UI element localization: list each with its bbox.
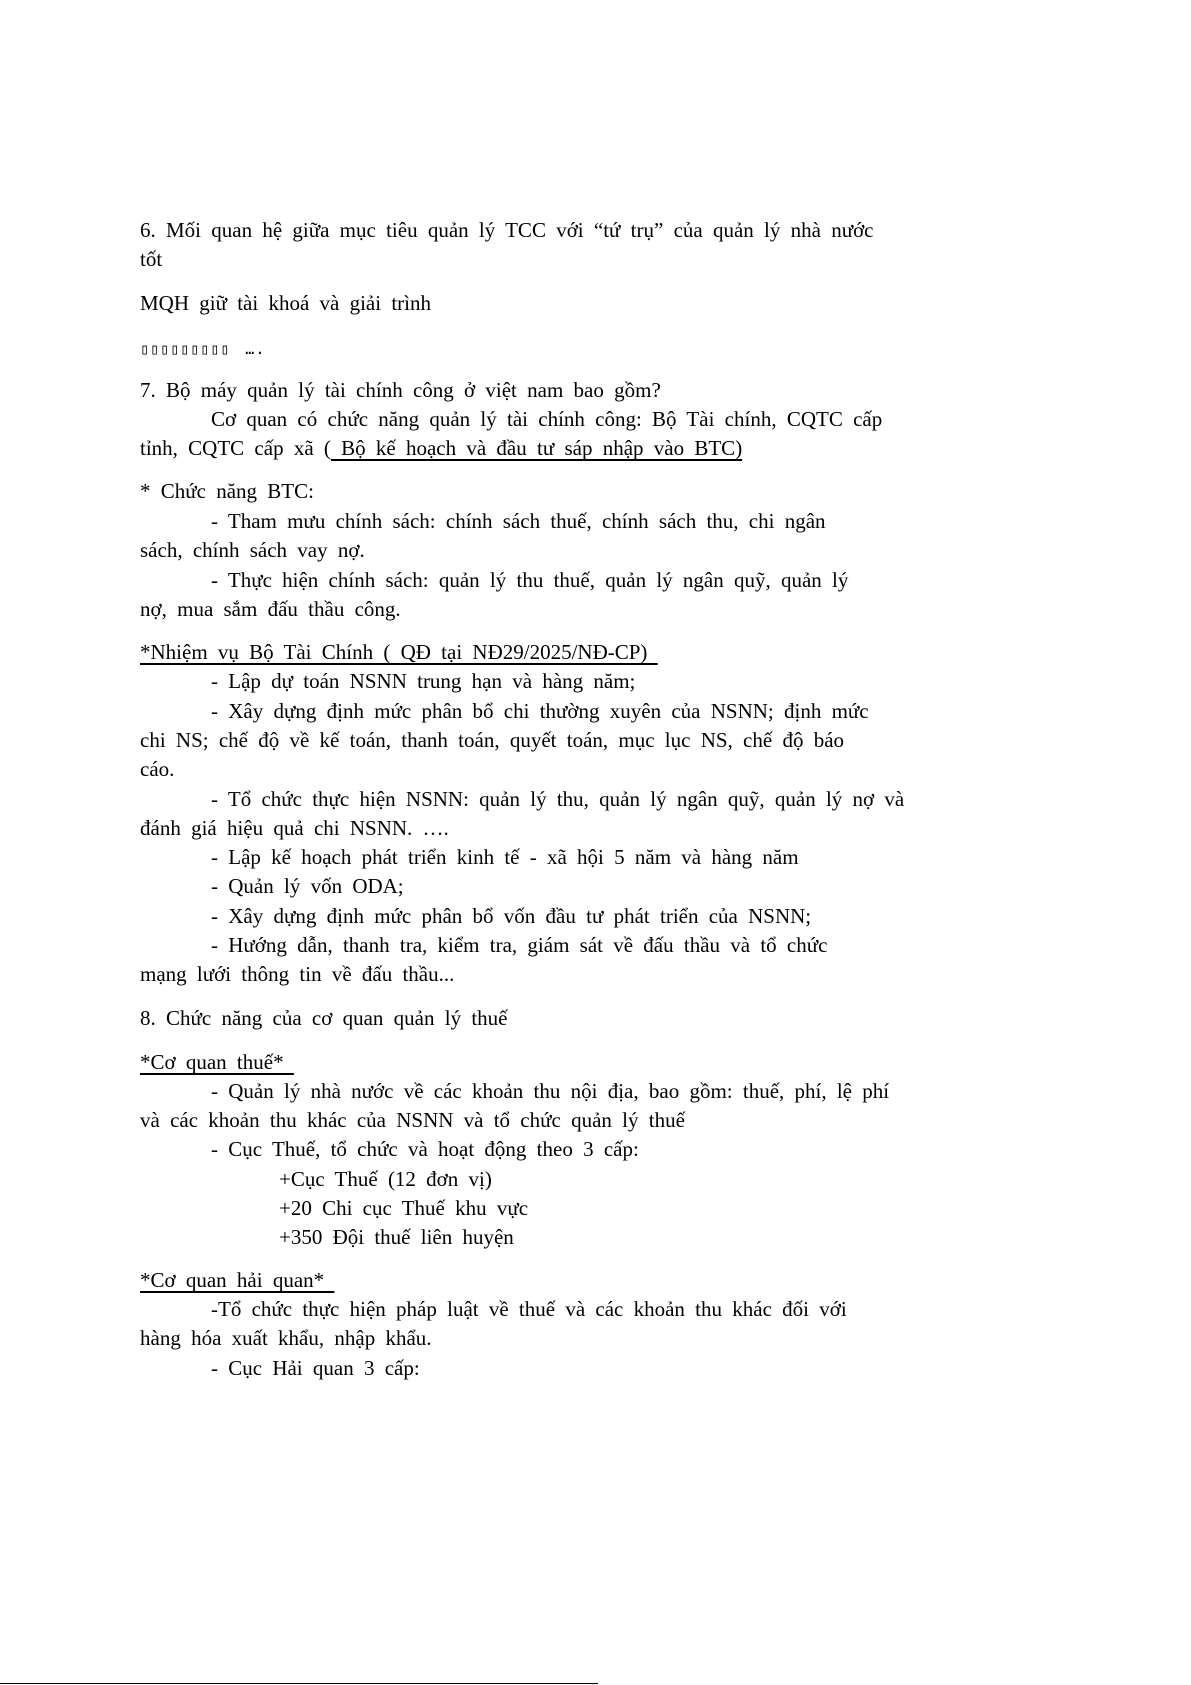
footnote-separator-line <box>0 1683 598 1684</box>
list-item: - Quản lý vốn ODA; <box>211 874 404 898</box>
underlined-note: Bộ kế hoạch và đầu tư sáp nhập vào BTC) <box>330 436 743 460</box>
list-item: - Xây dựng định mức phân bổ vốn đầu tư phát triển của NSNN; <box>211 904 812 928</box>
paragraph-line: tỉnh, CQTC cấp xã ( Bộ kế hoạch và đầu tư sáp nhập vào BTC) <box>140 436 743 460</box>
list-item: - Tham mưu chính sách: chính sách thuế, chính sách thu, chi ngân <box>211 509 826 533</box>
section-heading-customs-authority: *Cơ quan hải quan* <box>140 1268 335 1292</box>
sub-list-item: +Cục Thuế (12 đơn vị) <box>279 1167 492 1191</box>
paragraph-line: sách, chính sách vay nợ. <box>140 538 365 562</box>
list-item: - Tổ chức thực hiện NSNN: quản lý thu, quản lý ngân quỹ, quản lý nợ và <box>211 787 905 811</box>
list-item: - Lập kế hoạch phát triển kinh tế - xã hội 5 năm và hàng năm <box>211 845 799 869</box>
paragraph-line: mạng lưới thông tin về đấu thầu... <box>140 962 455 986</box>
section-heading-tax-authority: *Cơ quan thuế* <box>140 1050 294 1074</box>
paragraph-line: cáo. <box>140 757 175 781</box>
heading-question-7: 7. Bộ máy quản lý tài chính công ở việt nam bao gồm? <box>140 378 661 402</box>
sub-list-item: +350 Đội thuế liên huyện <box>279 1225 514 1249</box>
list-item: - Hướng dẫn, thanh tra, kiểm tra, giám sát về đấu thầu và tổ chức <box>211 933 828 957</box>
paragraph-line: MQH giữ tài khoá và giải trình <box>140 291 432 315</box>
heading-question-6: 6. Mối quan hệ giữa mục tiêu quản lý TCC với “tứ trụ” của quản lý nhà nước <box>140 218 874 242</box>
section-heading-btc-functions: * Chức năng BTC: <box>140 479 314 503</box>
heading-question-8: 8. Chức năng của cơ quan quản lý thuế <box>140 1006 508 1030</box>
list-item: - Cục Thuế, tổ chức và hoạt động theo 3 cấp: <box>211 1137 639 1161</box>
paragraph-line: và các khoản thu khác của NSNN và tổ chức quản lý thuế <box>140 1108 685 1132</box>
paragraph-line: hàng hóa xuất khẩu, nhập khẩu. <box>140 1326 432 1350</box>
list-item: - Cục Hải quan 3 cấp: <box>211 1356 420 1380</box>
list-item: - Quản lý nhà nước về các khoản thu nội địa, bao gồm: thuế, phí, lệ phí <box>211 1079 890 1103</box>
list-item: - Lập dự toán NSNN trung hạn và hàng năm; <box>211 669 636 693</box>
sub-list-item: +20 Chi cục Thuế khu vực <box>279 1196 529 1220</box>
paragraph-line: Cơ quan có chức năng quản lý tài chính công: Bộ Tài chính, CQTC cấp <box>211 407 883 431</box>
paragraph-line: nợ, mua sắm đấu thầu công. <box>140 597 401 621</box>
garbled-text-line: ▯▯▯▯▯▯▯▯▯ …. <box>140 340 266 358</box>
list-item: - Xây dựng định mức phân bổ chi thường xuyên của NSNN; định mức <box>211 699 869 723</box>
paragraph-line: tốt <box>140 247 163 271</box>
section-heading-btc-duties: *Nhiệm vụ Bộ Tài Chính ( QĐ tại NĐ29/2025/NĐ-CP) <box>140 640 658 664</box>
paragraph-line: chi NS; chế độ về kế toán, thanh toán, quyết toán, mục lục NS, chế độ báo <box>140 728 845 752</box>
list-item: -Tổ chức thực hiện pháp luật về thuế và các khoản thu khác đối với <box>211 1297 847 1321</box>
list-item: - Thực hiện chính sách: quản lý thu thuế, quản lý ngân quỹ, quản lý <box>211 568 849 592</box>
paragraph-line: đánh giá hiệu quả chi NSNN. …. <box>140 816 449 840</box>
